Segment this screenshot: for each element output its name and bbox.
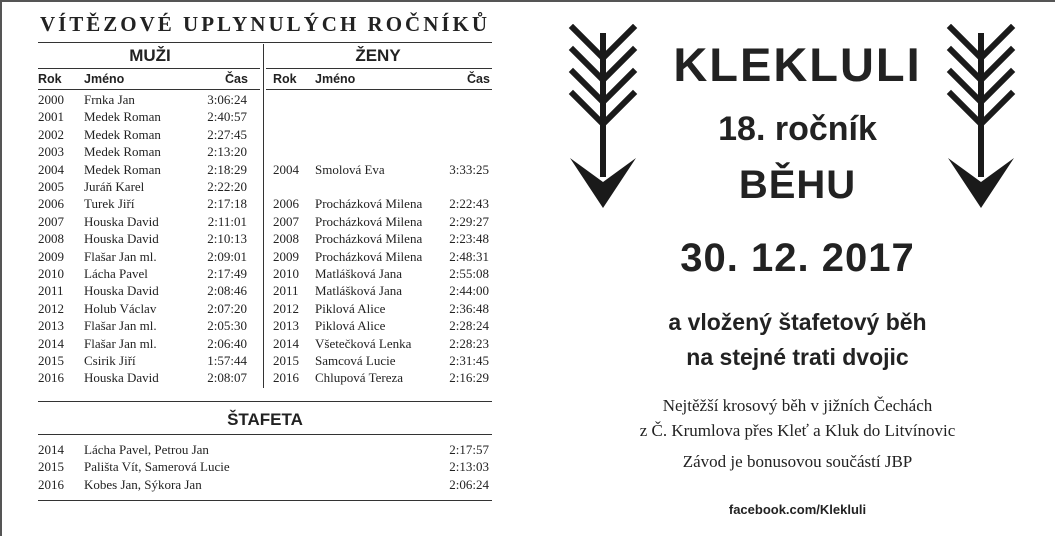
divider [266,68,492,69]
relay-line-1: a vložený štafetový běh [668,309,927,335]
description-line-1: Nejtěžší krosový běh v jižních Čechách [662,396,933,415]
run-label: BĚHU [738,163,857,207]
row-name: Juráň Karel [84,179,145,194]
row-name: Flašar Jan ml. [84,248,157,264]
row-time: 1:57:44 [207,353,247,368]
table-row [273,369,492,386]
row-time: 2:48:31 [449,248,489,264]
row-name: Houska David [84,283,159,299]
row-time: 2:22:43 [449,196,489,212]
divider [266,89,492,90]
row-time: 2:06:24 [449,476,489,492]
winners-panel [0,0,520,536]
row-year: 2016 [273,370,299,386]
row-name: Smolová Eva [315,161,385,177]
row-time: 2:17:49 [207,266,247,281]
divider [38,401,492,402]
table-row [38,317,260,334]
table-row [38,458,492,475]
row-name: Frnka Jan [84,92,135,107]
row-year: 2014 [38,335,64,351]
row-year: 2003 [38,144,64,160]
row-year: 2009 [273,248,299,264]
row-year: 2001 [38,109,64,125]
divider [38,68,260,69]
row-name: Csirik Jiří [84,353,136,368]
row-year: 2002 [38,126,64,142]
row-name: Procházková Milena [315,196,423,212]
row-year: 2004 [273,161,299,177]
table-row [38,178,260,195]
row-time: 2:06:40 [207,335,247,351]
table-row [273,300,492,317]
row-name: Lácha Pavel [84,266,148,281]
table-row [38,265,260,282]
row-time: 2:55:08 [449,266,489,281]
row-year: 2009 [38,248,64,264]
table-row [273,282,492,299]
row-year: 2016 [38,476,64,492]
row-name: Piklová Alice [315,318,386,334]
row-year: 2010 [38,266,64,281]
row-time: 2:07:20 [207,300,247,316]
row-year: 2006 [38,196,64,212]
table-row [38,230,260,247]
men-name-header: Jméno [84,72,125,86]
table-row [38,335,260,352]
row-name: Medek Roman [84,161,161,177]
women-name-header: Jméno [315,72,356,86]
table-row [38,213,260,230]
row-name: Medek Roman [84,109,161,125]
row-name: Flašar Jan ml. [84,318,157,334]
row-time: 2:13:20 [207,144,247,160]
event-date: 30. 12. 2017 [680,236,915,280]
row-time: 2:10:13 [207,231,247,247]
row-time: 2:44:00 [449,283,489,299]
row-year: 2007 [273,213,299,229]
row-year: 2005 [38,179,64,194]
table-row [38,126,260,143]
row-name: Piklová Alice [315,300,386,316]
divider [38,89,260,90]
row-name: Procházková Milena [315,248,423,264]
table-row [38,143,260,160]
row-year: 2010 [273,266,299,281]
row-year: 2015 [38,353,64,368]
row-time: 3:33:25 [449,161,489,177]
row-time: 2:40:57 [207,109,247,125]
row-name: Flašar Jan ml. [84,335,157,351]
men-time-header: Čas [225,72,248,86]
table-row [273,195,492,212]
facebook-link[interactable]: facebook.com/Klekluli [728,502,867,517]
row-name: Holub Václav [84,300,157,316]
table-row [273,213,492,230]
row-year: 2013 [273,318,299,334]
description-line-2: z Č. Krumlova přes Kleť a Kluk do Litvínovic [639,421,956,440]
row-name: Turek Jiří [84,196,135,212]
table-row [38,91,260,108]
row-year: 2014 [273,335,299,351]
row-name: Všetečková Lenka [315,335,412,351]
row-time: 2:17:18 [207,196,247,212]
divider [38,500,492,501]
table-row [38,352,260,369]
row-name: Chlupová Tereza [315,370,404,386]
row-time: 2:08:46 [207,283,247,299]
table-row [38,248,260,265]
row-year: 2013 [38,318,64,334]
row-time: 3:06:24 [207,92,247,107]
row-time: 2:17:57 [449,442,489,457]
row-time: 2:28:24 [449,318,489,334]
row-name: Kobes Jan, Sýkora Jan [84,476,202,492]
row-year: 2006 [273,196,299,212]
row-name: Houska David [84,231,159,247]
row-name: Medek Roman [84,144,161,160]
table-row [38,108,260,125]
row-time: 2:28:23 [449,335,489,351]
row-name: Samcová Lucie [315,353,396,368]
row-time: 2:18:29 [207,161,247,177]
row-time: 2:29:27 [449,213,489,229]
row-name: Pališta Vít, Samerová Lucie [84,459,230,475]
men-year-header: Rok [38,72,62,86]
table-row [273,352,492,369]
table-row [38,476,492,493]
bonus-note: Závod je bonusovou součástí JBP [682,452,913,471]
row-year: 2012 [273,300,299,316]
row-time: 2:09:01 [207,248,247,264]
row-time: 2:08:07 [207,370,247,386]
divider [38,434,492,435]
column-divider [263,44,264,388]
row-year: 2015 [273,353,299,368]
relay-heading: ŠTAFETA [227,410,303,429]
row-year: 2011 [38,283,64,299]
table-row [38,195,260,212]
table-row [273,230,492,247]
row-time: 2:23:48 [449,231,489,247]
row-name: Houska David [84,213,159,229]
row-year: 2004 [38,161,64,177]
table-row [273,248,492,265]
edition: 18. ročník [718,110,877,148]
row-time: 2:11:01 [207,213,247,229]
table-row [38,300,260,317]
table-row [38,161,260,178]
women-heading: ŽENY [355,46,401,65]
row-year: 2015 [38,459,64,475]
row-name: Matlášková Jana [315,283,403,299]
row-time: 2:05:30 [207,318,247,334]
table-row [38,441,492,458]
row-time: 2:16:29 [449,370,489,386]
row-time: 2:13:03 [449,459,489,475]
row-year: 2007 [38,213,64,229]
row-name: Houska David [84,370,159,386]
women-time-header: Čas [467,72,490,86]
event-title: KLEKLULI [673,38,922,91]
row-year: 2016 [38,370,64,386]
row-name: Procházková Milena [315,213,423,229]
row-name: Procházková Milena [315,231,423,247]
row-time: 2:36:48 [449,300,489,316]
row-name: Lácha Pavel, Petrou Jan [84,442,209,457]
row-time: 2:31:45 [449,353,489,368]
row-year: 2008 [38,231,64,247]
winners-title: VÍTĚZOVÉ UPLYNULÝCH ROČNÍKŮ [39,12,491,36]
men-heading: MUŽI [129,46,171,65]
row-name: Matlášková Jana [315,266,403,281]
row-year: 2011 [273,283,299,299]
row-year: 2008 [273,231,299,247]
women-year-header: Rok [273,72,297,86]
table-row [38,282,260,299]
table-row [38,369,260,386]
table-row [273,317,492,334]
row-time: 2:27:45 [207,126,247,142]
table-row [273,161,492,178]
row-year: 2012 [38,300,64,316]
row-year: 2014 [38,442,64,457]
row-time: 2:22:20 [207,179,247,194]
row-name: Medek Roman [84,126,161,142]
table-row [273,265,492,282]
divider [38,42,492,43]
table-row [273,335,492,352]
relay-line-2: na stejné trati dvojic [686,344,909,370]
row-year: 2000 [38,92,64,107]
